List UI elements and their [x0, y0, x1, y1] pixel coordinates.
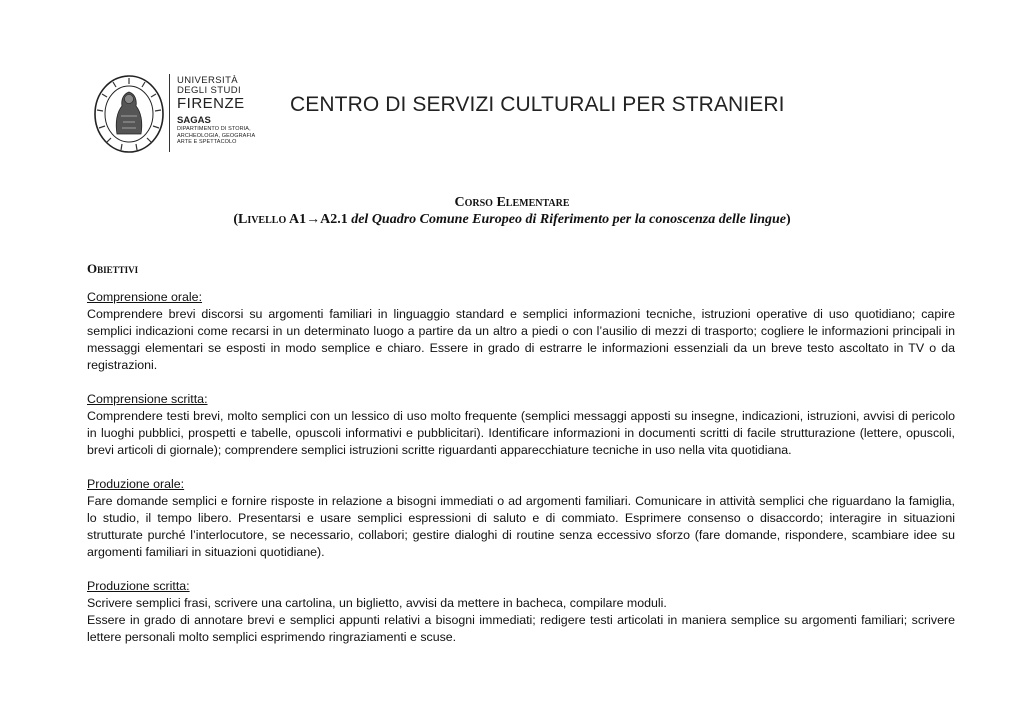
- objective-text: Fare domande semplici e fornire risposte in relazione a bisogni immediati o ad argomenti familiari. Comunicare in attività semplici che riguardano la famiglia, lo studio, il tempo libero. Presentarsi e usare semplici espressioni di saluto e di commiato. Esprimere consenso o disaccordo; interagire in situazioni strutturate purché l’interlocutore, se necessario, collabori; gestire dialoghi di routine senza eccessivo sforzo (fare domande, rispondere, scambiare idee su argomenti familiari in situazioni quotidiane).: [87, 494, 955, 559]
- level-a1: A1: [288, 212, 307, 227]
- objective-section: [87, 391, 955, 459]
- objectives-heading: Obiettivi: [87, 261, 139, 276]
- logo-department-line: DIPARTIMENTO DI STORIA,: [177, 126, 251, 132]
- level-open-paren: (: [233, 212, 238, 227]
- university-logo: [93, 72, 268, 158]
- objectives-content: [87, 289, 955, 663]
- objective-label: Produzione orale:: [87, 477, 185, 491]
- objective-label: Produzione scritta:: [87, 579, 190, 593]
- level-description: del Quadro Comune Europeo di Riferimento per la conoscenza delle lingue: [351, 212, 787, 227]
- objective-section: [87, 289, 955, 374]
- logo-divider: [169, 74, 170, 152]
- objective-text: Comprendere testi brevi, molto semplici con un lessico di uso molto frequente (semplici messaggi apposti su insegne, indicazioni, istruzioni, avvisi di pericolo in luoghi pubblici, prospetti e tabelle, opuscoli informativi e pubblicitari). Identificare informazioni in documenti scritti di facile strutturazione (lettere, opuscoli, brevi articoli di giornale); comprendere semplici istruzioni scritte riguardanti apparecchiature tecniche in uso nella vita quotidiana.: [87, 409, 955, 457]
- logo-department-line: ARTE E SPETTACOLO: [177, 139, 237, 145]
- objective-section: [87, 476, 955, 561]
- logo-line-degli-studi: DEGLI STUDI: [177, 85, 242, 96]
- logo-line-firenze: FIRENZE: [177, 95, 245, 112]
- university-seal-icon: [93, 72, 165, 156]
- level-close-paren: ): [786, 212, 791, 227]
- logo-department: SAGAS: [177, 115, 211, 126]
- objective-text: Essere in grado di annotare brevi e semplici appunti relativi a bisogni immediati; redigere testi articolati in maniera semplice su argomenti familiari; scrivere lettere personali molto semplici esprimendo ringraziamenti e scuse.: [87, 613, 955, 644]
- objective-text: Scrivere semplici frasi, scrivere una cartolina, un biglietto, avvisi da mettere in bacheca, compilare moduli.: [87, 596, 667, 610]
- level-a2: A2.1: [320, 212, 348, 227]
- logo-department-line: ARCHEOLOGIA, GEOGRAFIA: [177, 132, 256, 139]
- objective-section: [87, 578, 955, 646]
- arrow-right-icon: →: [306, 212, 321, 227]
- objective-label: Comprensione orale:: [87, 290, 203, 304]
- course-title: Corso Elementare: [454, 195, 570, 210]
- objective-text: Comprendere brevi discorsi su argomenti familiari in linguaggio standard e semplici informazioni tecniche, istruzioni operative di uso quotidiano; capire semplici indicazioni come recarsi in un determinato luogo a partire da un altro a piedi o con l’ausilio di mezzi di trasporto; cogliere le informazioni principali in messaggi elementari se esposti in modo semplice e chiaro. Essere in grado di estrarre le informazioni essenziali da un breve testo ascoltato in TV o da registrazioni.: [87, 307, 955, 372]
- level-word: Livello: [237, 212, 287, 227]
- objective-label: Comprensione scritta:: [87, 392, 208, 406]
- course-level: [0, 212, 1024, 228]
- logo-wordmark: [177, 76, 277, 146]
- logo-line-universita: UNIVERSITÀ: [177, 75, 239, 86]
- page-title: CENTRO DI SERVIZI CULTURALI PER STRANIERI: [290, 93, 785, 116]
